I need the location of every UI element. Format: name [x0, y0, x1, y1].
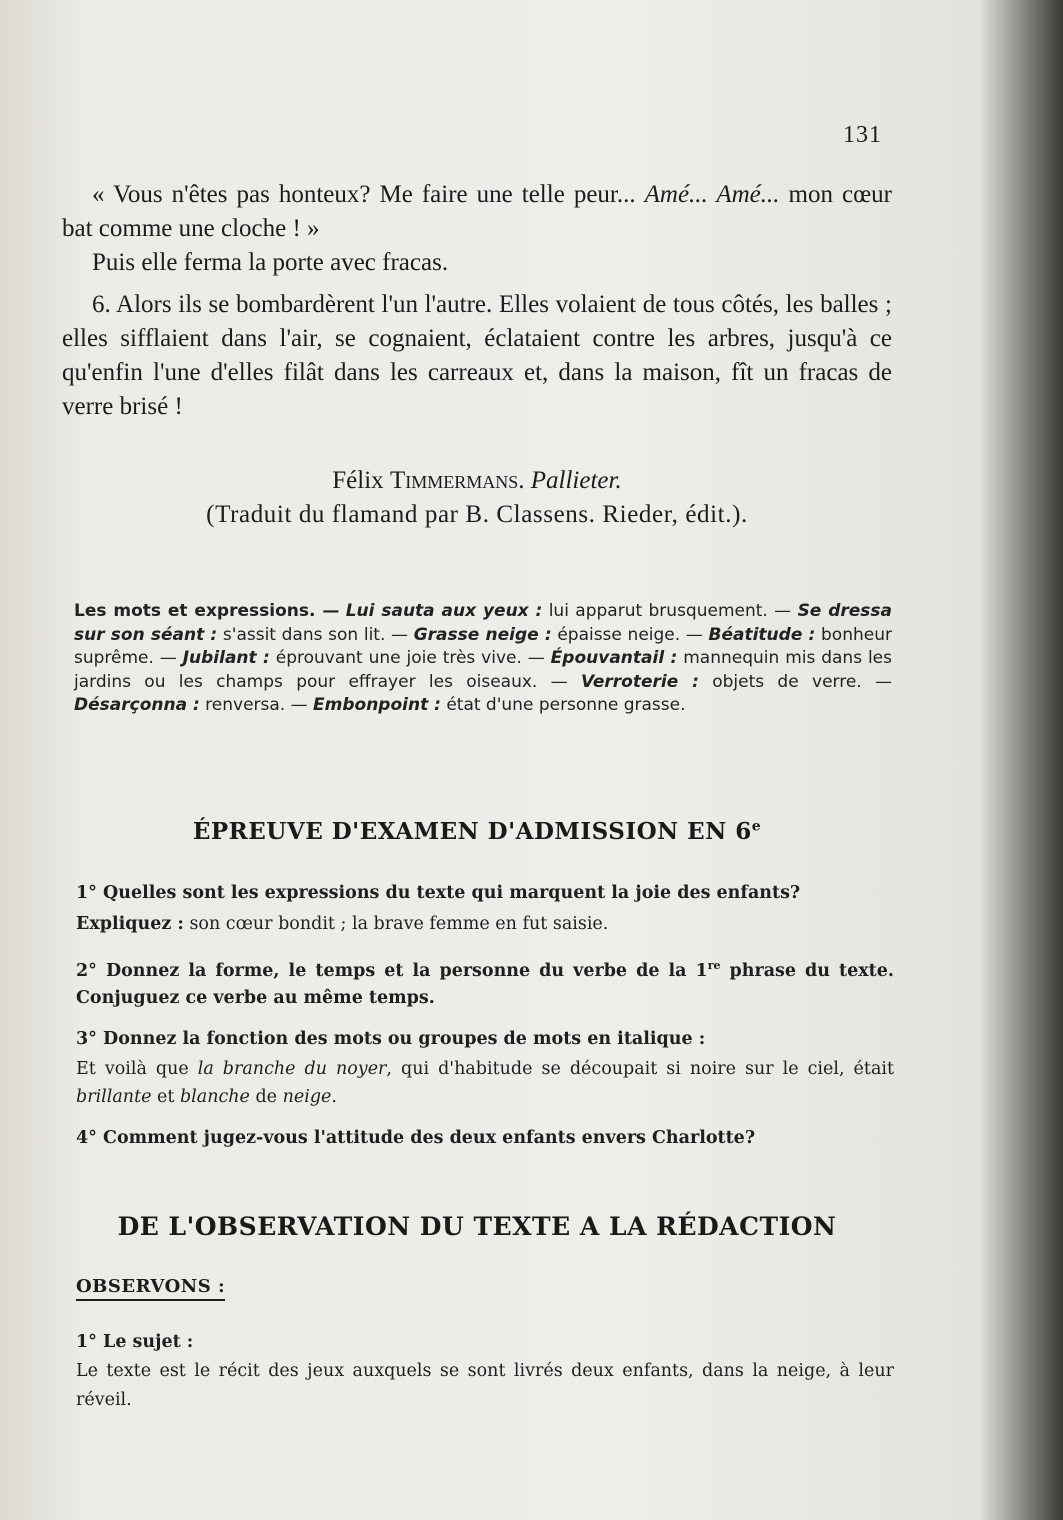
question-4: 4° Comment jugez-vous l'attitude des deux enfants envers Charlotte?	[76, 1127, 756, 1148]
question-1-explain: Expliquez : son cœur bondit ; la brave femme en fut saisie.	[76, 914, 609, 934]
vocabulary-definition: état d'une personne grasse.	[440, 695, 686, 716]
vocabulary-definition: bonheur suprême. —	[74, 624, 892, 669]
vocabulary-term: Jubilant :	[182, 648, 270, 669]
redaction-title: DE L'OBSERVATION DU TEXTE A LA RÉDACTION	[117, 1212, 837, 1241]
vocabulary-term: Verroterie :	[580, 671, 699, 692]
vocabulary-term: Béatitude :	[708, 624, 816, 645]
paragraph-door: Puis elle ferma la porte avec fracas.	[92, 249, 449, 276]
vocabulary-heading: Les mots et expressions. —	[74, 601, 340, 621]
vocabulary-term: Embonpoint :	[313, 695, 441, 716]
sujet-block	[76, 1328, 894, 1415]
question-3: 3° Donnez la fonction des mots ou groupes de mots en italique :	[76, 1028, 706, 1049]
question-1: 1° Quelles sont les expressions du texte qui marquent la joie des enfants?	[76, 883, 801, 903]
vocabulary-definition: éprouvant une joie très vive. —	[269, 648, 551, 669]
vocabulary-definition: renversa. —	[199, 695, 314, 716]
exam-title: ÉPREUVE D'EXAMEN D'ADMISSION EN 6e	[192, 818, 762, 845]
vocabulary-definition: s'assit dans son lit. —	[217, 624, 414, 645]
translation-line: (Traduit du flamand par B. Classens. Rieder, édit.).	[206, 501, 748, 528]
page-number: 131	[843, 122, 882, 148]
sujet-text: Le texte est le récit des jeux auxquels se sont livrés deux enfants, dans la neige, à leur réveil.	[76, 1361, 894, 1410]
paragraph-6: 6. Alors ils se bombardèrent l'un l'autre. Elles volaient de tous côtés, les balles ; elles sifflaient dans l'air, se cognaient, éclataient contre les arbres, jusqu'à ce qu'enfin l'une d'elles filât dans les carreaux et, dans la maison, fît un fracas de verre brisé !	[62, 291, 892, 420]
question-3-sentence: Et voilà que la branche du noyer, qui d'habitude se découpait si noire sur le ciel, était brillante et blanche de neige.	[76, 1058, 895, 1107]
paragraph-dialogue: « Vous n'êtes pas honteux? Me faire une telle peur... Amé... Amé... mon cœur bat comme une cloche ! »	[62, 181, 892, 242]
observons-heading: OBSERVONS :	[76, 1276, 225, 1301]
attribution	[62, 464, 892, 532]
author-line: Félix Timmermans. Pallieter.	[332, 467, 622, 494]
narrative-text	[62, 178, 892, 424]
vocabulary-term: Épouvantail :	[550, 648, 678, 669]
vocabulary-definition: épaisse neige. —	[551, 624, 709, 645]
sujet-label: 1° Le sujet :	[76, 1332, 194, 1352]
vocabulary-term: Désarçonna :	[74, 695, 200, 716]
question-2: 2° Donnez la forme, le temps et la personne du verbe de la 1re phrase du texte. Conjuguez ce verbe au même temps.	[76, 959, 894, 1008]
vocabulary-block	[74, 600, 892, 718]
vocabulary-definition: mannequin mis dans les jardins ou les champs pour effrayer les oiseaux. —	[74, 648, 892, 692]
vocabulary-definition: objets de verre. —	[698, 671, 893, 692]
exam-questions	[76, 878, 894, 1154]
vocabulary-term: Grasse neige :	[413, 624, 552, 645]
vocabulary-term: Se dressa sur son séant :	[74, 601, 893, 645]
vocabulary-term: Lui sauta aux yeux :	[345, 601, 543, 621]
vocabulary-definition: lui apparut brusquement. —	[542, 601, 798, 621]
